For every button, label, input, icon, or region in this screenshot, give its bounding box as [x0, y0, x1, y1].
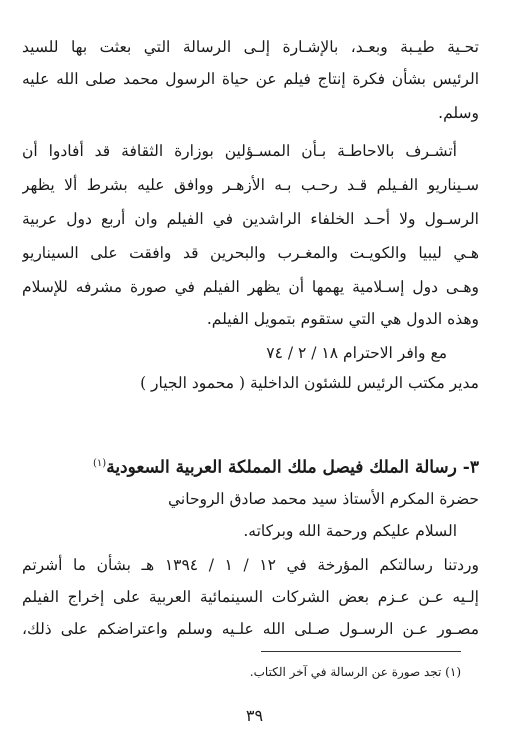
paragraph-3-line-3: مصـور عـن الرسـول صـلى الله علـيه وسلم واعتراضكم على ذلك، [22, 620, 479, 638]
paragraph-2-line-3: الرسـول ولا أحـد الخلفاء الراشدين في الفيلم وان أربع دول عربية [22, 210, 479, 228]
paragraph-2-line-6: وهذه الدول هي التي ستقوم بتمويل الفيلم. [206, 310, 479, 328]
closing-line: مع وافر الاحترام ١٨ / ٢ / ٧٤ [266, 344, 447, 362]
paragraph-3-line-1: وردتنا رسالتكم المؤرخة في ١٢ / ١ / ١٣٩٤ هـ بشأن ما أشرتم [22, 556, 479, 574]
paragraph-1-line-3: وسلم. [438, 104, 479, 122]
signature-line: مدير مكتب الرئيس للشئون الداخلية ( محمود الجيار ) [140, 374, 479, 392]
section-heading [40, 452, 479, 480]
greeting-line: السلام عليكم ورحمة الله وبركاته. [243, 522, 457, 540]
page-number: ٣٩ [245, 706, 264, 725]
paragraph-2-line-2: سـيناريو الفـيلم قـد رحـب بـه الأزهـر ووافق عليه بشرط ألا يظهر [22, 176, 479, 194]
footnote-text: (١) تجد صورة عن الرسالة في آخر الكتاب. [249, 665, 461, 679]
paragraph-1-line-1: تحـية طيـبة وبعـد، بالإشـارة إلـى الرسالة التي بعثت بها للسيد [22, 38, 479, 56]
section-heading-text: ٣- رسالة الملك فيصل ملك المملكة العربية السعودية [106, 457, 479, 478]
footnote-divider [261, 651, 461, 652]
salutation-line: حضرة المكرم الأستاذ سيد محمد صادق الروحاني [167, 490, 479, 508]
paragraph-3-line-2: إلـيه عـن عـزم بعض الشركات السينمائية العربية على إخراج الفيلم [22, 588, 479, 606]
paragraph-2-line-4: هـي ليبيا والكويـت والمغـرب والبحرين قد وافقت على السيناريو [22, 244, 479, 262]
footnote-marker: (١) [93, 458, 107, 469]
paragraph-2-line-1: أتشـرف بالاحاطـة بـأن المسـؤلين بوزارة الثقافة قد أفادوا أن [22, 142, 457, 160]
paragraph-1-line-2: الرئيس بشأن فكرة إنتاج فيلم عن حياة الرسول محمد صلى الله عليه [22, 70, 479, 88]
paragraph-2-line-5: وهـى دول إسـلامية يهمها أن يظهر الفيلم في صورة مشرفه للإسلام [22, 278, 479, 296]
